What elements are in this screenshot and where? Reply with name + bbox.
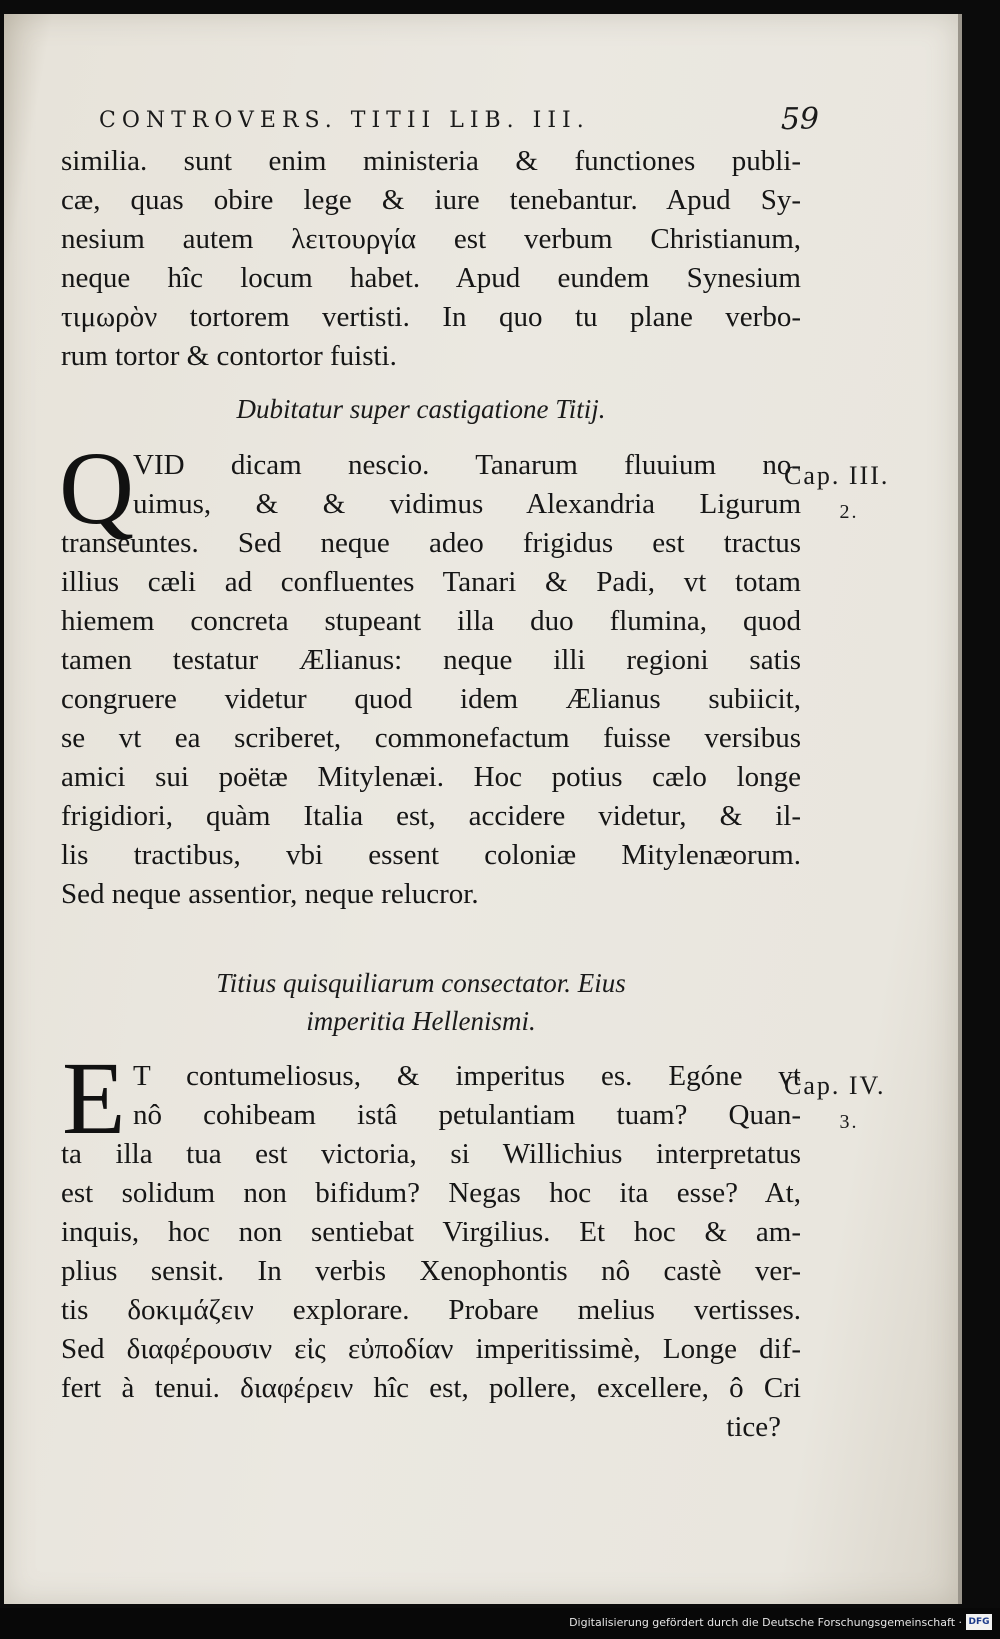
text-line: plius sensit. In verbis Xenophontis nô castè ver- bbox=[61, 1255, 801, 1287]
paragraph-continuation bbox=[61, 142, 801, 376]
text-line: T contumeliosus, & imperitus es. Egóne vt bbox=[133, 1060, 801, 1092]
margin-note-cap-iv bbox=[784, 1068, 914, 1140]
section-1-body bbox=[59, 431, 801, 914]
text-line: est solidum non bifidum? Negas hoc ita esse? At, bbox=[61, 1177, 801, 1209]
text-line: uimus, & & vidimus Alexandria Ligurum bbox=[133, 488, 801, 520]
margin-note-label: Cap. III. bbox=[784, 461, 890, 490]
text-line: rum tortor & contortor fuisti. bbox=[61, 340, 397, 372]
drop-cap-e: E bbox=[62, 1041, 126, 1156]
text-line: similia. sunt enim ministeria & functiones publi- bbox=[61, 145, 801, 177]
text-line: amici sui poëtæ Mitylenæi. Hoc potius cælo longe bbox=[61, 761, 801, 793]
funding-credit: Digitalisierung gefördert durch die Deutsche Forschungsgemeinschaft · bbox=[569, 1616, 962, 1629]
text-line: se vt ea scriberet, commonefactum fuisse versibus bbox=[61, 722, 801, 754]
text-line: tamen testatur Ælianus: neque illi regioni satis bbox=[61, 644, 801, 676]
running-header bbox=[99, 102, 819, 140]
section-heading-hellenismi: imperitia Hellenismi. bbox=[306, 1006, 536, 1036]
text-line: nesium autem λειτουργία est verbum Christianum, bbox=[61, 223, 801, 255]
text-line: inquis, hoc non sentiebat Virgilius. Et hoc & am- bbox=[61, 1216, 801, 1248]
text-line: hiemem concreta stupeant illa duo flumina, quod bbox=[61, 605, 801, 637]
text-line: τιμωρὸν tortorem vertisti. In quo tu plane verbo- bbox=[61, 301, 801, 333]
text-line: VID dicam nescio. Tanarum fluuium no- bbox=[133, 449, 801, 481]
text-line: nô cohibeam istâ petulantiam tuam? Quan- bbox=[133, 1099, 801, 1131]
running-title: CONTROVERS. TITII LIB. III. bbox=[99, 108, 590, 133]
dfg-logo-icon: DFG bbox=[966, 1614, 992, 1630]
text-line: congruere videtur quod idem Ælianus subiicit, bbox=[61, 683, 801, 715]
drop-cap-q: Q bbox=[59, 431, 135, 546]
margin-note-cap-iii bbox=[784, 458, 914, 530]
margin-note-number: 2. bbox=[839, 501, 859, 523]
text-line: cæ, quas obire lege & iure tenebantur. Apud Sy- bbox=[61, 184, 801, 216]
text-line: transeuntes. Sed neque adeo frigidus est tractus bbox=[61, 527, 801, 559]
margin-note-number: 3. bbox=[839, 1111, 859, 1133]
text-line: tis δοκιμάζειν explorare. Probare melius vertisses. bbox=[61, 1294, 801, 1326]
text-line: ta illa tua est victoria, si Willichius interpretatus bbox=[61, 1138, 801, 1170]
page-number: 59 bbox=[780, 102, 819, 137]
section-heading-titij: Dubitatur super castigatione Titij. bbox=[236, 394, 606, 424]
section-2-body bbox=[61, 1057, 801, 1447]
text-line: tice? bbox=[726, 1411, 781, 1443]
text-line: Sed neque assentior, neque relucror. bbox=[61, 878, 479, 910]
text-line: fert à tenui. διαφέρειν hîc est, pollere, excellere, ô Cri bbox=[61, 1372, 801, 1404]
book-page bbox=[4, 14, 962, 1604]
text-line: illius cæli ad confluentes Tanari & Padi, vt totam bbox=[61, 566, 801, 598]
text-line: neque hîc locum habet. Apud eundem Synesium bbox=[61, 262, 801, 294]
text-line: lis tractibus, vbi essent coloniæ Mitylenæorum. bbox=[61, 839, 801, 871]
text-line: Sed διαφέρουσιν εἰς εὐποδίαν imperitissimè, Longe dif- bbox=[61, 1333, 801, 1365]
digitization-footer bbox=[0, 1608, 1000, 1639]
section-heading-consectator: Titius quisquiliarum consectator. Eius bbox=[216, 968, 626, 998]
text-line: frigidiori, quàm Italia est, accidere videtur, & il- bbox=[61, 800, 801, 832]
margin-note-label: Cap. IV. bbox=[784, 1071, 886, 1100]
